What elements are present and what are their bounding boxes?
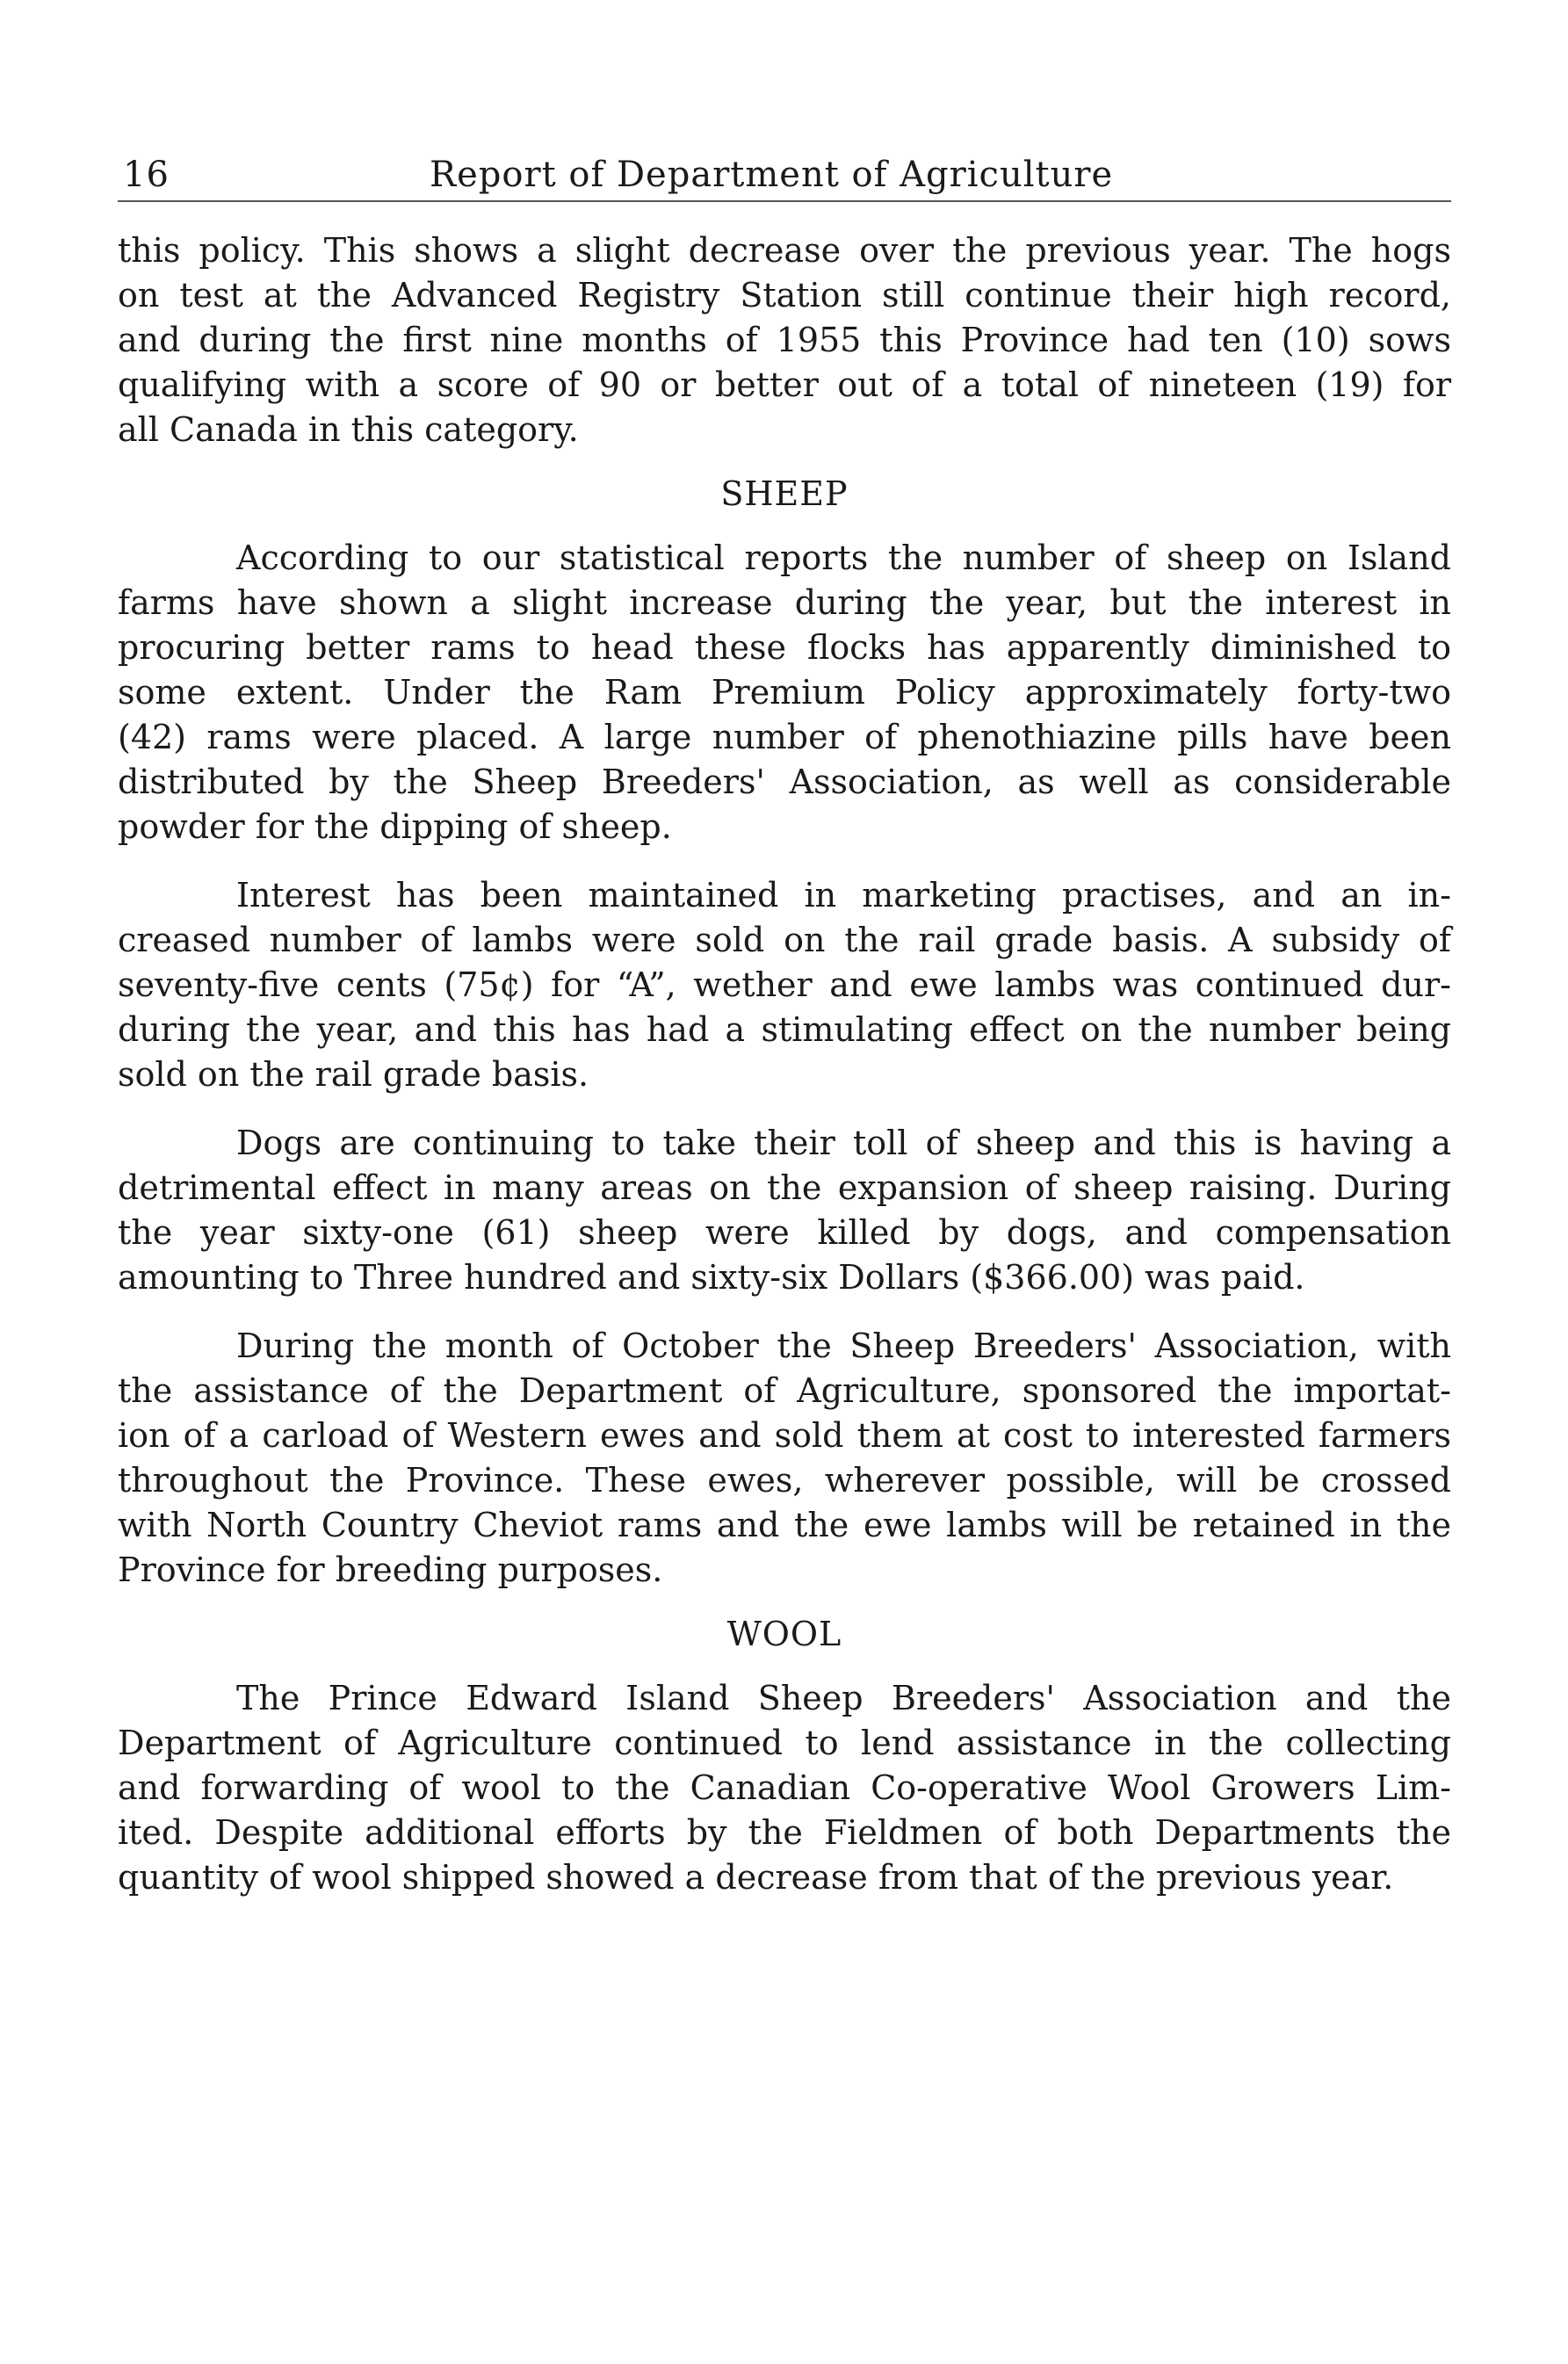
text-line: ited. Despite additional efforts by the Fieldmen of both Departments the: [118, 1813, 1451, 1852]
text-line: farms have shown a slight increase during the year, but the interest in: [118, 583, 1451, 622]
section-heading-wool: WOOL: [726, 1615, 842, 1653]
text-line: on test at the Advanced Registry Station still continue their high record,: [118, 276, 1451, 314]
text-line: the assistance of the Department of Agriculture, sponsored the importat-: [118, 1371, 1451, 1410]
text-line: creased number of lambs were sold on the rail grade basis. A subsidy of: [118, 921, 1451, 959]
text-line: detrimental effect in many areas on the expansion of sheep raising. During: [118, 1168, 1451, 1207]
running-title: Report of Department of Agriculture: [430, 155, 1114, 195]
text-line: during the year, and this has had a stimulating effect on the number being: [118, 1010, 1451, 1049]
text-line: and forwarding of wool to the Canadian Co-operative Wool Growers Lim-: [118, 1768, 1451, 1807]
text-line: throughout the Province. These ewes, wherever possible, will be crossed: [118, 1461, 1451, 1500]
wool-paragraph-1: [118, 1676, 1451, 1900]
text-line: with North Country Cheviot rams and the ewe lambs will be retained in the: [118, 1506, 1451, 1544]
body-text: [118, 228, 1451, 1900]
text-line: During the month of October the Sheep Breeders' Association, with: [236, 1327, 1451, 1365]
text-line: Province for breeding purposes.: [118, 1551, 663, 1589]
section-heading-sheep: SHEEP: [720, 474, 849, 513]
text-line: Interest has been maintained in marketing practises, and an in-: [236, 876, 1451, 915]
intro-paragraph: [118, 228, 1451, 452]
page-number: 16: [123, 155, 170, 195]
document-page: [118, 148, 1451, 1900]
sheep-paragraph-3: [118, 1121, 1451, 1300]
text-line: qualifying with a score of 90 or better out of a total of nineteen (19) for: [118, 365, 1451, 404]
sheep-paragraph-4: [118, 1324, 1451, 1593]
text-line: Dogs are continuing to take their toll of sheep and this is having a: [236, 1124, 1451, 1162]
text-line: Department of Agriculture continued to lend assistance in the collecting: [118, 1724, 1451, 1762]
text-line: seventy-five cents (75¢) for “A”, wether and ewe lambs was continued dur-: [118, 965, 1451, 1004]
text-line: sold on the rail grade basis.: [118, 1055, 589, 1094]
text-line: (42) rams were placed. A large number of phenothiazine pills have been: [118, 718, 1451, 756]
text-line: some extent. Under the Ram Premium Policy approximately forty-two: [118, 673, 1451, 712]
text-line: ion of a carload of Western ewes and sold them at cost to interested farmers: [118, 1416, 1451, 1455]
text-line: the year sixty-one (61) sheep were killed by dogs, and compensation: [118, 1213, 1451, 1252]
text-line: quantity of wool shipped showed a decrease from that of the previous year.: [118, 1858, 1394, 1897]
text-line: According to our statistical reports the number of sheep on Island: [236, 539, 1451, 577]
text-line: amounting to Three hundred and sixty-six Dollars ($366.00) was paid.: [118, 1258, 1305, 1297]
sheep-paragraph-2: [118, 873, 1451, 1097]
sheep-paragraph-1: [118, 536, 1451, 849]
text-line: The Prince Edward Island Sheep Breeders' Association and the: [236, 1679, 1451, 1717]
text-line: distributed by the Sheep Breeders' Association, as well as considerable: [118, 763, 1451, 801]
text-line: all Canada in this category.: [118, 410, 579, 449]
text-line: procuring better rams to head these flocks has apparently diminished to: [118, 628, 1451, 667]
running-header: [118, 148, 1451, 202]
text-line: and during the first nine months of 1955 this Province had ten (10) sows: [118, 321, 1451, 359]
text-line: this policy. This shows a slight decrease over the previous year. The hogs: [118, 231, 1451, 270]
text-line: powder for the dipping of sheep.: [118, 807, 672, 846]
